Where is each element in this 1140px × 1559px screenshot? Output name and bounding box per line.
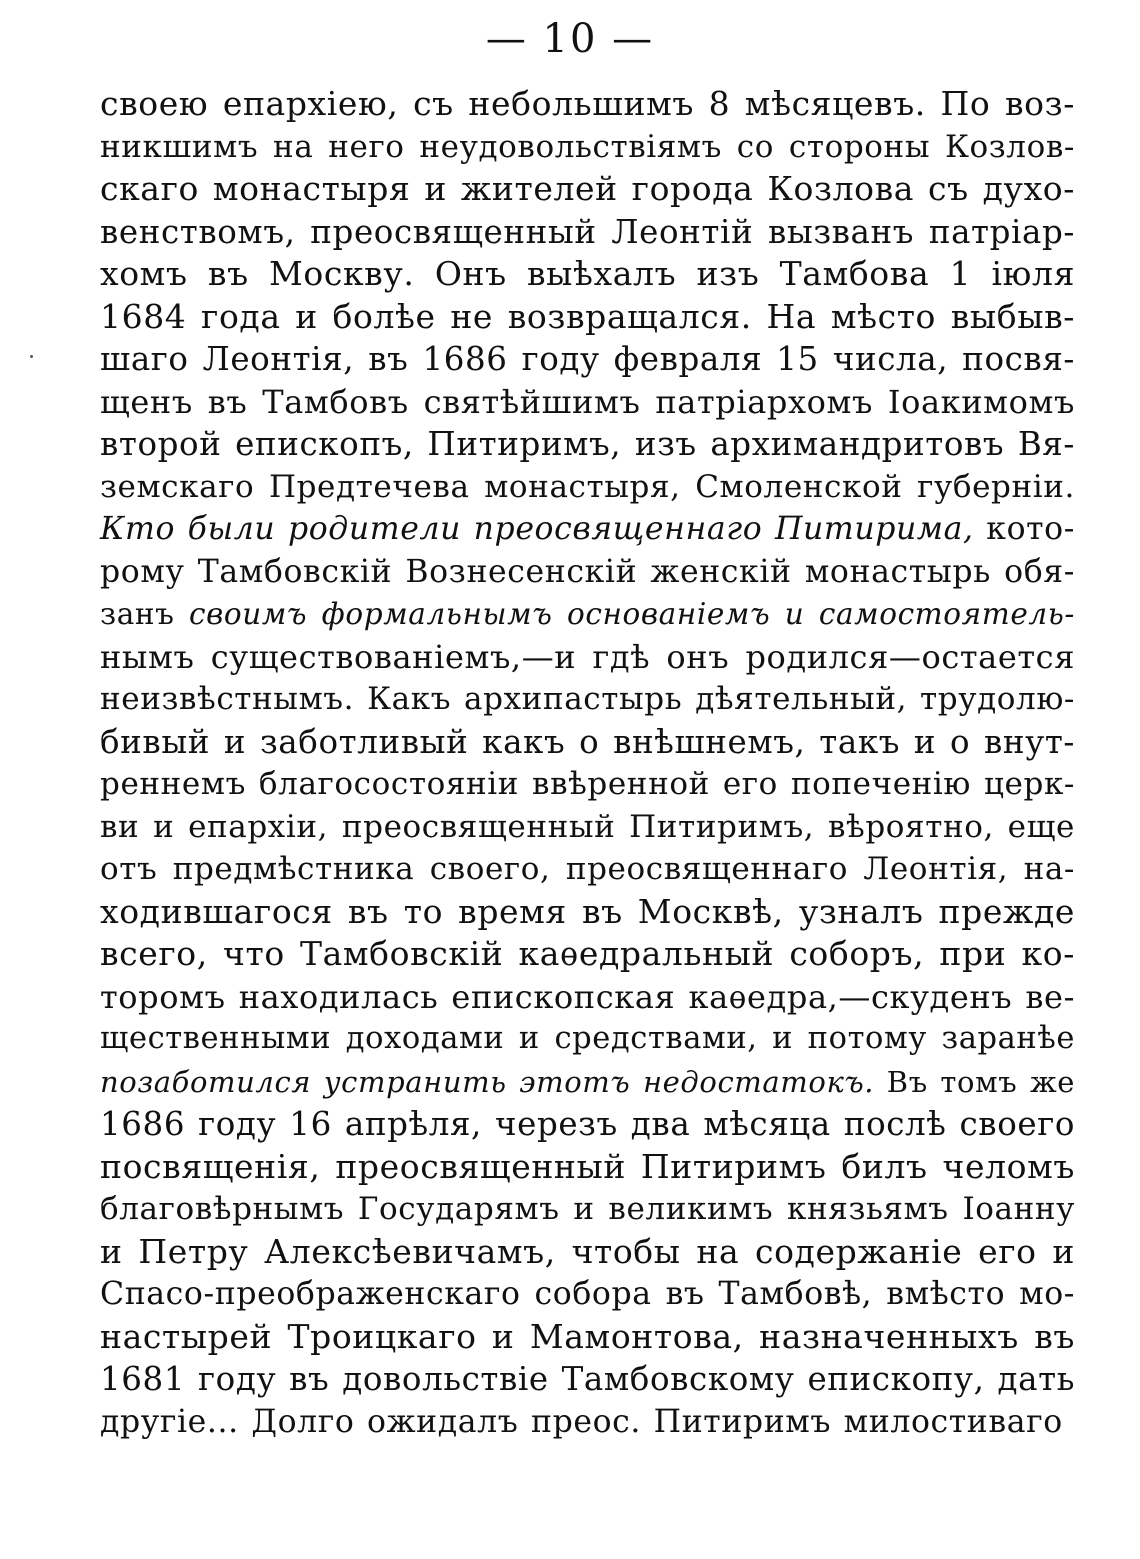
page-number: — 10 — (485, 16, 655, 62)
text-line (100, 636, 1075, 679)
italic-text-segment: своимъ формальнымъ основаніемъ и самостоятель- (189, 597, 1075, 631)
text-segment: реннемъ благосостояніи ввѣренной его попеченію церк- (100, 766, 1075, 802)
text-line (100, 1188, 1075, 1231)
text-segment: занъ (100, 597, 190, 631)
text-line (100, 168, 1075, 211)
text-segment: и Петру Алексѣевичамъ, чтобы на содержаніе его и (100, 1231, 1075, 1271)
text-segment: 1684 года и болѣе не возвращался. На мѣсто выбыв- (100, 296, 1075, 336)
text-segment: шаго Леонтія, въ 1686 году февраля 15 числа, посвя- (100, 340, 1075, 378)
text-segment: кото- (973, 511, 1075, 547)
text-line (100, 678, 1075, 721)
text-line (100, 848, 1075, 891)
text-line (100, 211, 1075, 254)
scan-speck (30, 355, 33, 358)
text-line (100, 806, 1075, 849)
text-segment: настырей Троицкаго и Мамонтова, назначенныхъ въ (100, 1316, 1075, 1356)
text-segment: другіе... Долго ожидалъ преос. Питиримъ милостиваго (100, 1403, 1063, 1440)
text-segment: торомъ находилась епископская каѳедра,—скуденъ ве- (100, 977, 1075, 1016)
text-line (100, 83, 1075, 126)
text-segment: благовѣрнымъ Государямъ и великимъ князьямъ Іоанну (100, 1191, 1075, 1227)
text-segment: своею епархіею, съ небольшимъ 8 мѣсяцевъ. По воз- (100, 84, 1075, 123)
italic-text-segment: позаботился устранить этотъ недостатокъ. (100, 1064, 875, 1099)
text-line (100, 933, 1075, 976)
text-line (100, 1358, 1075, 1401)
italic-text-segment: Кто были родители преосвященнаго Питирима, (100, 511, 974, 547)
text-line (100, 338, 1075, 381)
text-line (100, 1018, 1075, 1061)
text-segment: щенъ въ Тамбовъ святѣйшимъ патріархомъ Іоакимомъ (100, 382, 1075, 421)
text-segment: отъ предмѣстника своего, преосвященнаго Леонтія, на- (100, 851, 1075, 887)
text-line (100, 1401, 1075, 1444)
text-segment: Спасо-преображенскаго собора въ Тамбовѣ, вмѣсто мо- (100, 1276, 1075, 1312)
text-segment: скаго монастыря и жителей города Козлова съ духо- (100, 169, 1075, 208)
text-segment: ходившагося въ то время въ Москвѣ, узналъ прежде (100, 891, 1075, 931)
text-line (100, 508, 1075, 551)
text-line (100, 763, 1075, 806)
text-line (100, 253, 1075, 296)
text-line (100, 593, 1075, 636)
text-segment: нымъ существованіемъ,—и гдѣ онъ родился—остается (100, 637, 1075, 676)
text-line (100, 423, 1075, 466)
text-line (100, 551, 1075, 594)
text-line (100, 1103, 1075, 1146)
text-line (100, 1231, 1075, 1274)
body-text (100, 83, 1075, 1443)
text-line (100, 126, 1075, 169)
text-segment: посвященія, преосвященный Питиримъ билъ челомъ (100, 1146, 1075, 1186)
text-line (100, 721, 1075, 764)
text-segment: рому Тамбовскій Вознесенскій женскій монастырь обя- (100, 553, 1075, 590)
text-line (100, 466, 1075, 509)
text-line (100, 381, 1075, 424)
text-segment: 1681 году въ довольствіе Тамбовскому епископу, дать (100, 1360, 1075, 1398)
text-segment: всего, что Тамбовскій каѳедральный соборъ, при ко- (100, 934, 1075, 973)
text-line (100, 976, 1075, 1019)
text-segment: никшимъ на него неудовольствіямъ со стороны Козлов- (100, 128, 1075, 165)
text-segment: бивый и заботливый какъ о внѣшнемъ, такъ и о внут- (100, 722, 1075, 761)
text-line (100, 1061, 1075, 1104)
text-line (100, 1273, 1075, 1316)
text-segment: хомъ въ Москву. Онъ выѣхалъ изъ Тамбова 1 іюля (100, 254, 1075, 293)
text-segment: щественными доходами и средствами, и потому заранѣе (100, 1021, 1075, 1056)
text-line (100, 891, 1075, 934)
text-segment: ви и епархіи, преосвященный Питиримъ, вѣроятно, еще (100, 808, 1075, 845)
text-segment: земскаго Предтечева монастыря, Смоленской губерніи. (100, 468, 1075, 505)
text-line (100, 1146, 1075, 1189)
text-segment: Въ томъ же (874, 1064, 1075, 1099)
text-line (100, 1316, 1075, 1359)
text-line (100, 296, 1075, 339)
text-segment: 1686 году 16 апрѣля, черезъ два мѣсяца послѣ своего (100, 1105, 1075, 1143)
text-segment: неизвѣстнымъ. Какъ архипастырь дѣятельный, трудолю- (100, 681, 1075, 717)
text-segment: венствомъ, преосвященный Леонтій вызванъ патріар- (100, 212, 1075, 251)
text-segment: второй епископъ, Питиримъ, изъ архимандритовъ Вя- (100, 425, 1075, 463)
